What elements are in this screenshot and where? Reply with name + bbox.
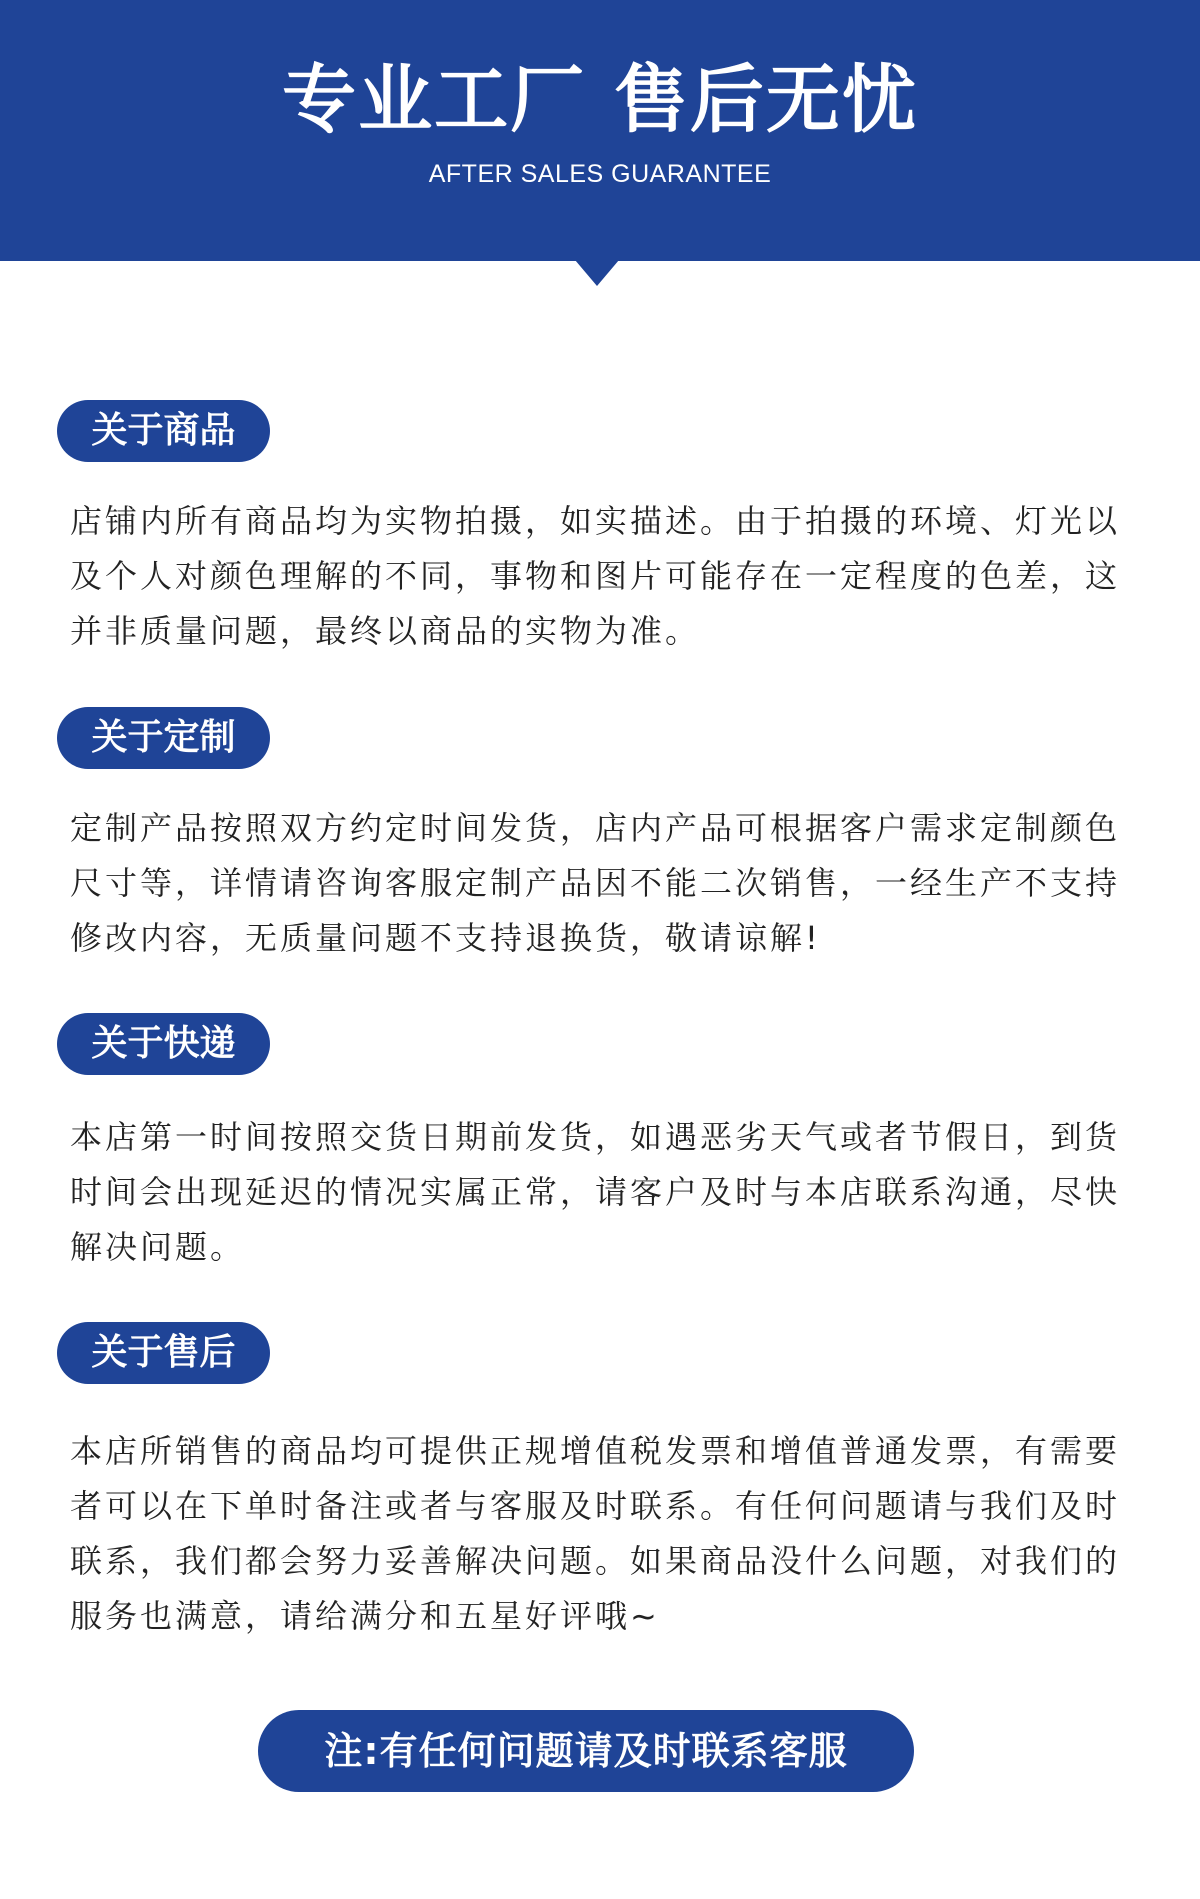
section-heading-products: 关于商品 <box>57 400 270 462</box>
section-body-customization: 定制产品按照双方约定时间发货，店内产品可根据客户需求定制颜色尺寸等，详情请咨询客服定制产品因不能二次销售，一经生产不支持修改内容，无质量问题不支持退换货，敬请谅解! <box>70 809 1121 957</box>
section-heading-after-sales: 关于售后 <box>57 1322 270 1384</box>
section-body-products: 店铺内所有商品均为实物拍摄，如实描述。由于拍摄的环境、灯光以及个人对颜色理解的不同，事物和图片可能存在一定程度的色差，这并非质量问题，最终以商品的实物为准。 <box>70 502 1121 650</box>
page-subtitle: AFTER SALES GUARANTEE <box>428 160 772 188</box>
section-heading-shipping: 关于快递 <box>57 1013 270 1075</box>
section-body-after-sales: 本店所销售的商品均可提供正规增值税发票和增值普通发票，有需要者可以在下单时备注或者与客服及时联系。有任何问题请与我们及时联系，我们都会努力妥善解决问题。如果商品没什么问题，对我们的服务也满意，请给满分和五星好评哦~ <box>70 1432 1121 1635</box>
page-title: 专业工厂 售后无忧 <box>282 57 918 143</box>
section-body-shipping: 本店第一时间按照交货日期前发货，如遇恶劣天气或者节假日，到货时间会出现延迟的情况实属正常，请客户及时与本店联系沟通，尽快解决问题。 <box>70 1118 1121 1266</box>
contact-note-banner: 注:有任何问题请及时联系客服 <box>258 1710 914 1792</box>
header-banner <box>0 0 1200 261</box>
header-notch-decoration <box>575 260 619 286</box>
section-heading-customization: 关于定制 <box>57 707 270 769</box>
